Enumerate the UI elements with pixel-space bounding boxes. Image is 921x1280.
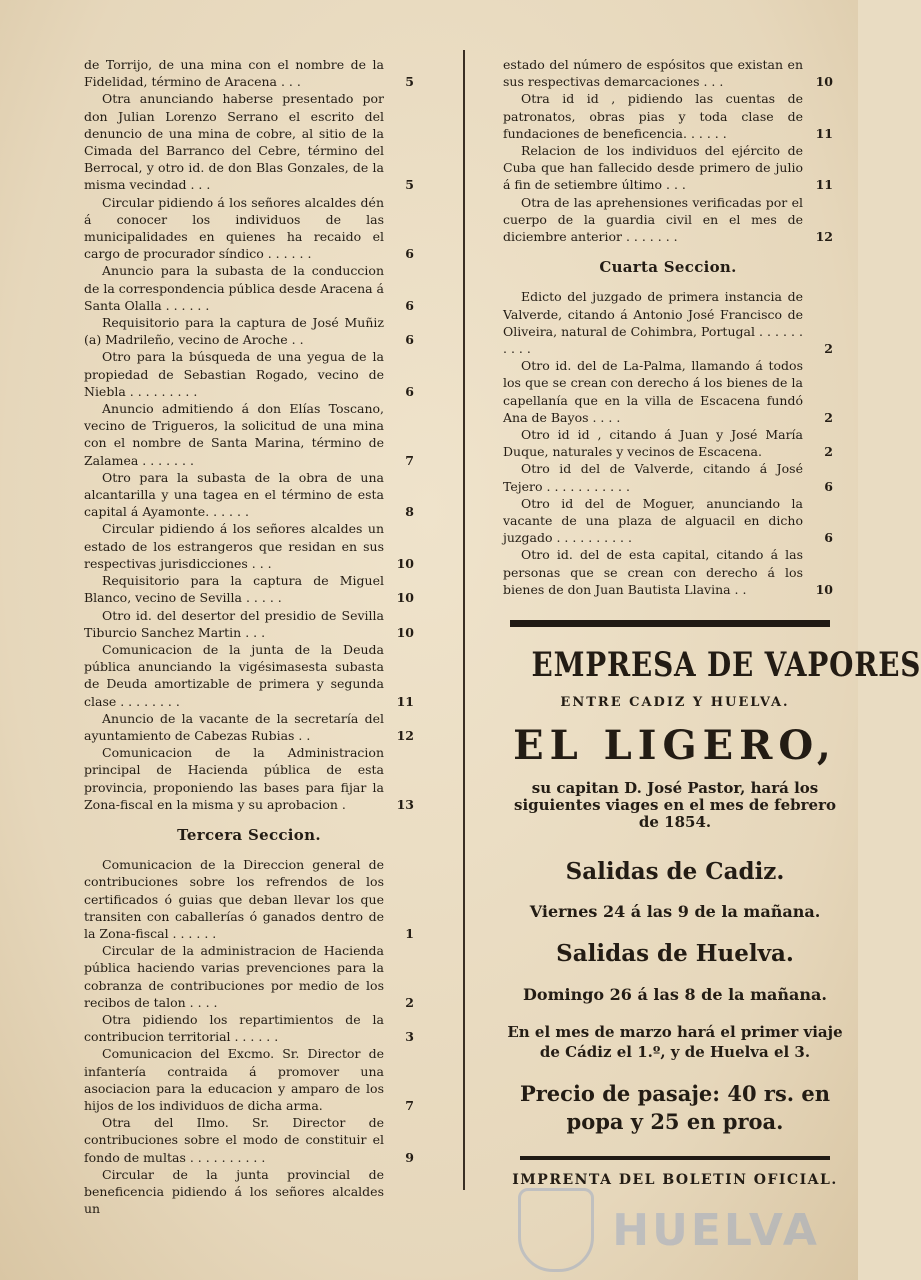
- entry-text: Otro id id , citando á Juan y José María Duque, naturales y vecinos de Escacena.: [503, 427, 803, 460]
- index-entry: [503, 90, 833, 142]
- entry-text: Anuncio admitiendo á don Elías Toscano, vecino de Trigueros, la solicitud de una mina con el nombre de Santa Marina, término de Zalamea . . . . . . .: [84, 401, 384, 468]
- index-entry: [84, 1011, 414, 1045]
- section-title: Tercera Seccion.: [177, 825, 321, 844]
- entry-page-number: 2: [824, 444, 833, 460]
- entry-page-number: 13: [396, 796, 414, 812]
- index-entry: [84, 469, 414, 521]
- entry-page-number: 2: [405, 994, 414, 1010]
- entry-page-number: 2: [824, 341, 833, 357]
- entry-text: Circular de la administracion de Hacienda pública haciendo varias prevenciones para la cobranza de contribuciones por medio de los recibos de talon . . . .: [84, 943, 384, 1010]
- index-entry: [84, 744, 414, 813]
- entry-text: Otra de las aprehensiones verificadas por el cuerpo de la guardia civil en el mes de diciembre anterior . . . . . . .: [503, 194, 803, 245]
- entry-page-number: 6: [405, 246, 414, 262]
- entry-page-number: 2: [824, 409, 833, 425]
- entry-page-number: 10: [815, 74, 833, 90]
- index-entry: [503, 56, 833, 90]
- ad-captain-text: su capitan D. José Pastor, hará los siguientes viages en el mes de febrero de 1854.: [514, 779, 836, 831]
- entry-page-number: 10: [396, 555, 414, 571]
- ad-huelva-heading: Salidas de Huelva.: [556, 940, 794, 967]
- entry-page-number: 7: [405, 452, 414, 468]
- entry-text: Relacion de los individuos del ejército de Cuba que han fallecido desde primero de julio á fin de setiembre último . . .: [503, 143, 803, 193]
- entry-text: de Torrijo, de una mina con el nombre de la Fidelidad, término de Aracena . . .: [84, 57, 384, 90]
- index-entry: [503, 194, 833, 246]
- entry-page-number: 3: [405, 1029, 414, 1045]
- index-entry: [84, 314, 414, 348]
- coat-of-arms-icon: [518, 1188, 594, 1272]
- entry-page-number: 8: [405, 504, 414, 520]
- entry-text: Otra pidiendo los repartimientos de la contribucion territorial . . . . . .: [84, 1011, 384, 1045]
- entry-text: Otra del Ilmo. Sr. Director de contribuciones sobre el modo de constituir el fondo de multas . . . . . . . . . .: [84, 1115, 384, 1165]
- index-entry: [84, 348, 414, 400]
- index-entry: [84, 56, 414, 90]
- index-entry: [84, 262, 414, 314]
- entry-page-number: 11: [815, 177, 833, 193]
- index-entry: [84, 942, 414, 1011]
- index-entry: [84, 710, 414, 744]
- ad-company-name: EMPRESA DE VAPORES: [531, 645, 921, 685]
- entry-text: Otro id. del de La-Palma, llamando á todos los que se crean con derecho á los bienes de la capellanía que en la villa de Escacena fundó Ana de Bayos . . . .: [503, 358, 803, 425]
- entry-page-number: 10: [396, 624, 414, 640]
- entry-page-number: 12: [815, 229, 833, 245]
- entry-page-number: 10: [396, 590, 414, 606]
- index-entry: [84, 194, 414, 263]
- ad-price: Precio de pasaje: 40 rs. en popa y 25 en proa.: [519, 1081, 831, 1134]
- index-entry: [84, 856, 414, 942]
- column-divider: [463, 50, 465, 1190]
- ad-ship-name: EL LIGERO,: [513, 722, 837, 769]
- index-entry: [84, 520, 414, 572]
- index-entry: [503, 460, 833, 494]
- entry-page-number: 6: [405, 332, 414, 348]
- entry-text: Otro para la subasta de la obra de una alcantarilla y una tagea en el término de esta capital á Ayamonte. . . . . .: [84, 469, 384, 520]
- index-entry: [503, 426, 833, 460]
- entry-text: Anuncio de la vacante de la secretaría del ayuntamiento de Cabezas Rubias . .: [84, 710, 384, 743]
- entry-text: Circular de la junta provincial de beneficencia pidiendo á los señores alcaldes un: [84, 1166, 384, 1217]
- entry-page-number: 11: [815, 125, 833, 141]
- entry-text: Otra anunciando haberse presentado por don Julian Lorenzo Serrano el escrito del denuncio de una mina de cobre, al sitio de la Cimada del Barranco del Cebre, término del Berrocal, y otro id. de don Blas Gonzales, de la misma vecindad . . .: [84, 91, 384, 193]
- entry-text: Circular pidiendo á los señores alcaldes dén á conocer los individuos de las municipalidades en quienes ha recaido el cargo de procurador síndico . . . . . .: [84, 194, 384, 262]
- entry-text: Otro id. del desertor del presidio de Sevilla Tiburcio Sanchez Martin . . .: [84, 607, 384, 640]
- index-entry: [503, 357, 833, 426]
- index-entry: [503, 288, 833, 357]
- index-entry: [84, 1114, 414, 1166]
- entry-page-number: 6: [405, 297, 414, 313]
- ad-top-rule: [510, 620, 830, 627]
- ad-route: ENTRE CADIZ Y HUELVA.: [560, 695, 790, 710]
- left-column: [84, 56, 414, 1217]
- ad-bottom-rule: [520, 1156, 830, 1160]
- index-entry: [84, 607, 414, 641]
- entry-page-number: 6: [824, 530, 833, 546]
- entry-text: Comunicacion del Excmo. Sr. Director de infantería contraida á promover una asociacion para la educacion y amparo de los hijos de los individuos de dicha arma.: [84, 1046, 384, 1113]
- ad-march-note: En el mes de marzo hará el primer viaje de Cádiz el 1.º, y de Huelva el 3.: [507, 1023, 843, 1061]
- entry-page-number: 5: [405, 74, 414, 90]
- index-entry: [503, 142, 833, 194]
- entry-page-number: 6: [824, 478, 833, 494]
- right-column: [503, 56, 833, 598]
- index-entry: [503, 495, 833, 547]
- entry-page-number: 11: [396, 693, 414, 709]
- printer-imprint: IMPRENTA DEL BOLETIN OFICIAL.: [512, 1172, 838, 1188]
- index-entry: [84, 1045, 414, 1114]
- index-entry: [84, 1166, 414, 1218]
- entry-text: Edicto del juzgado de primera instancia de Valverde, citando á Antonio José Francisco de Oliveira, natural de Cohimbra, Portugal . . . . . . . . . .: [503, 289, 803, 357]
- entry-text: Comunicacion de la Direccion general de contribuciones sobre los refrendos de los certificados ó guias que deban llevar los que transiten con caballerías ó ganados dentro de la Zona-fiscal . . . . . .: [84, 857, 384, 941]
- entry-text: Otro id. del de esta capital, citando á las personas que se crean con derecho á los bienes de don Juan Bautista Llavina . .: [503, 547, 803, 597]
- entry-page-number: 7: [405, 1097, 414, 1113]
- entry-text: Comunicacion de la junta de la Deuda pública anunciando la vigésimasesta subasta de Deuda amortizable de primera y segunda clase . . . . . . . .: [84, 641, 384, 709]
- entry-text: Otra id id , pidiendo las cuentas de patronatos, obras pias y toda clase de fundaciones de beneficencia. . . . . .: [503, 91, 803, 141]
- entry-page-number: 9: [405, 1149, 414, 1165]
- entry-page-number: 6: [405, 383, 414, 399]
- section-title: Cuarta Seccion.: [599, 258, 737, 277]
- entry-page-number: 12: [396, 727, 414, 743]
- index-entry: [84, 641, 414, 710]
- entry-page-number: 1: [405, 925, 414, 941]
- entry-text: estado del número de espósitos que existan en sus respectivas demarcaciones . . .: [503, 57, 803, 90]
- ad-cadiz-departure: Viernes 24 á las 9 de la mañana.: [529, 902, 821, 921]
- entry-text: Otro para la búsqueda de una yegua de la propiedad de Sebastian Rogado, vecino de Niebla . . . . . . . . .: [84, 349, 384, 399]
- watermark-text: HUELVA: [612, 1204, 820, 1256]
- ad-cadiz-heading: Salidas de Cadiz.: [565, 858, 785, 885]
- entry-text: Anuncio para la subasta de la conduccion de la correspondencia pública desde Aracena á Santa Olalla . . . . . .: [84, 263, 384, 313]
- index-entry: [84, 90, 414, 193]
- index-entry: [503, 546, 833, 598]
- watermark: [470, 1190, 820, 1270]
- index-entry: [84, 400, 414, 469]
- entry-text: Otro id del de Moguer, anunciando la vacante de una plaza de alguacil en dicho juzgado . . . . . . . . . .: [503, 495, 803, 546]
- entry-text: Otro id del de Valverde, citando á José Tejero . . . . . . . . . . .: [503, 461, 803, 494]
- entry-text: Requisitorio para la captura de Miguel Blanco, vecino de Sevilla . . . . .: [84, 573, 384, 606]
- ad-huelva-departure: Domingo 26 á las 8 de la mañana.: [523, 985, 827, 1004]
- entry-page-number: 5: [405, 177, 414, 193]
- entry-text: Circular pidiendo á los señores alcaldes un estado de los estrangeros que residan en sus respectivas jurisdicciones . . .: [84, 521, 384, 571]
- entry-text: Comunicacion de la Administracion principal de Hacienda pública de esta provincia, proponiendo las bases para fijar la Zona-fiscal en la misma y su aprobacion .: [84, 745, 384, 812]
- entry-text: Requisitorio para la captura de José Muñiz (a) Madrileño, vecino de Aroche . .: [84, 315, 384, 348]
- index-entry: [84, 572, 414, 606]
- entry-page-number: 10: [815, 581, 833, 597]
